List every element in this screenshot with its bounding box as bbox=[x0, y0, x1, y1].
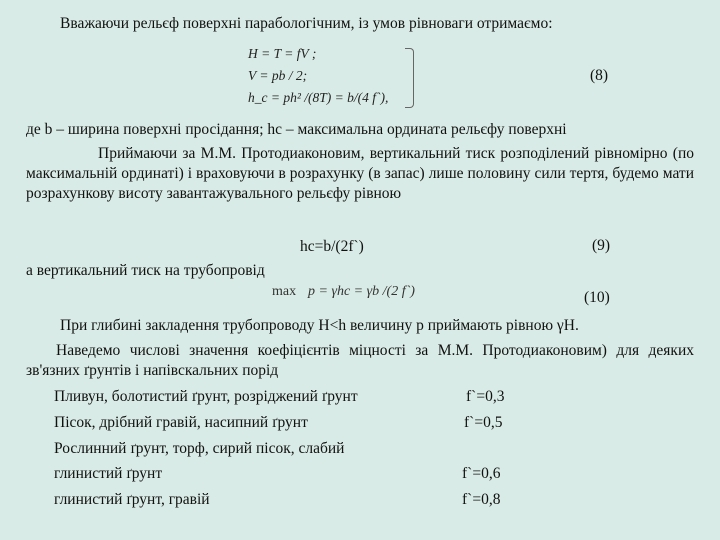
soil-coef-2: f`=0,5 bbox=[464, 414, 503, 431]
soil-name-5: глинистий ґрунт, гравій bbox=[54, 491, 210, 508]
equation-line-1: H = T = fV ; bbox=[248, 46, 317, 61]
paragraph-protodiakonov bbox=[26, 144, 694, 204]
equation-brace bbox=[405, 48, 414, 108]
soil-name-2: Пісок, дрібний гравій, насипний ґрунт bbox=[54, 414, 308, 431]
soil-coef-5: f`=0,8 bbox=[462, 491, 501, 508]
equation-system-8 bbox=[248, 44, 416, 110]
formula-9: hc=b/(2f`) bbox=[300, 238, 364, 255]
equation-number-10: (10) bbox=[584, 289, 610, 306]
definition-line: де b – ширина поверхні просідання; hс – максимальна ордината рельєфу поверхні bbox=[26, 121, 567, 138]
soil-name-1: Пливун, болотистий ґрунт, розріджений ґрунт bbox=[54, 388, 358, 405]
equation-number-8: (8) bbox=[590, 67, 609, 84]
intro-heading: Вважаючи рельєф поверхні парабологічним, із умов рівноваги отримаємо: bbox=[60, 15, 553, 32]
pressure-line: а вертикальний тиск на трубопровід bbox=[26, 262, 265, 279]
soil-name-3: Рослинний ґрунт, торф, сирий пісок, слабий bbox=[54, 440, 345, 457]
depth-line: При глибині закладення трубопроводу Н<h величину р приймають рівною γН. bbox=[60, 317, 579, 334]
equation-line-2: V = pb / 2; bbox=[248, 68, 308, 83]
equation-line-3: h_c = ph² /(8T) = b/(4 f`), bbox=[248, 90, 389, 105]
formula-10-prefix: max bbox=[272, 284, 297, 299]
soil-coef-1: f`=0,3 bbox=[466, 388, 505, 405]
coef-intro: Наведемо числові значення коефіцієнтів міцності за М.М. Протодиаконовим) для деяких зв'язних ґрунтів і напівскальних порід bbox=[26, 342, 694, 379]
equation-number-9: (9) bbox=[592, 237, 611, 254]
soil-name-4: глинистий ґрунт bbox=[54, 465, 163, 482]
formula-10: p = γhc = γb /(2 f`) bbox=[308, 284, 415, 299]
soil-coef-4: f`=0,6 bbox=[462, 465, 501, 482]
paragraph-text: Приймаючи за М.М. Протодиаконовим, вертикальний тиск розподілений рівномірно (по максимальній ординаті) і враховуючи в розрахунку (в запас) лише половину сили тертя, будемо мати розрахункову висоту завантажувального рельєфу рівною bbox=[26, 145, 694, 202]
